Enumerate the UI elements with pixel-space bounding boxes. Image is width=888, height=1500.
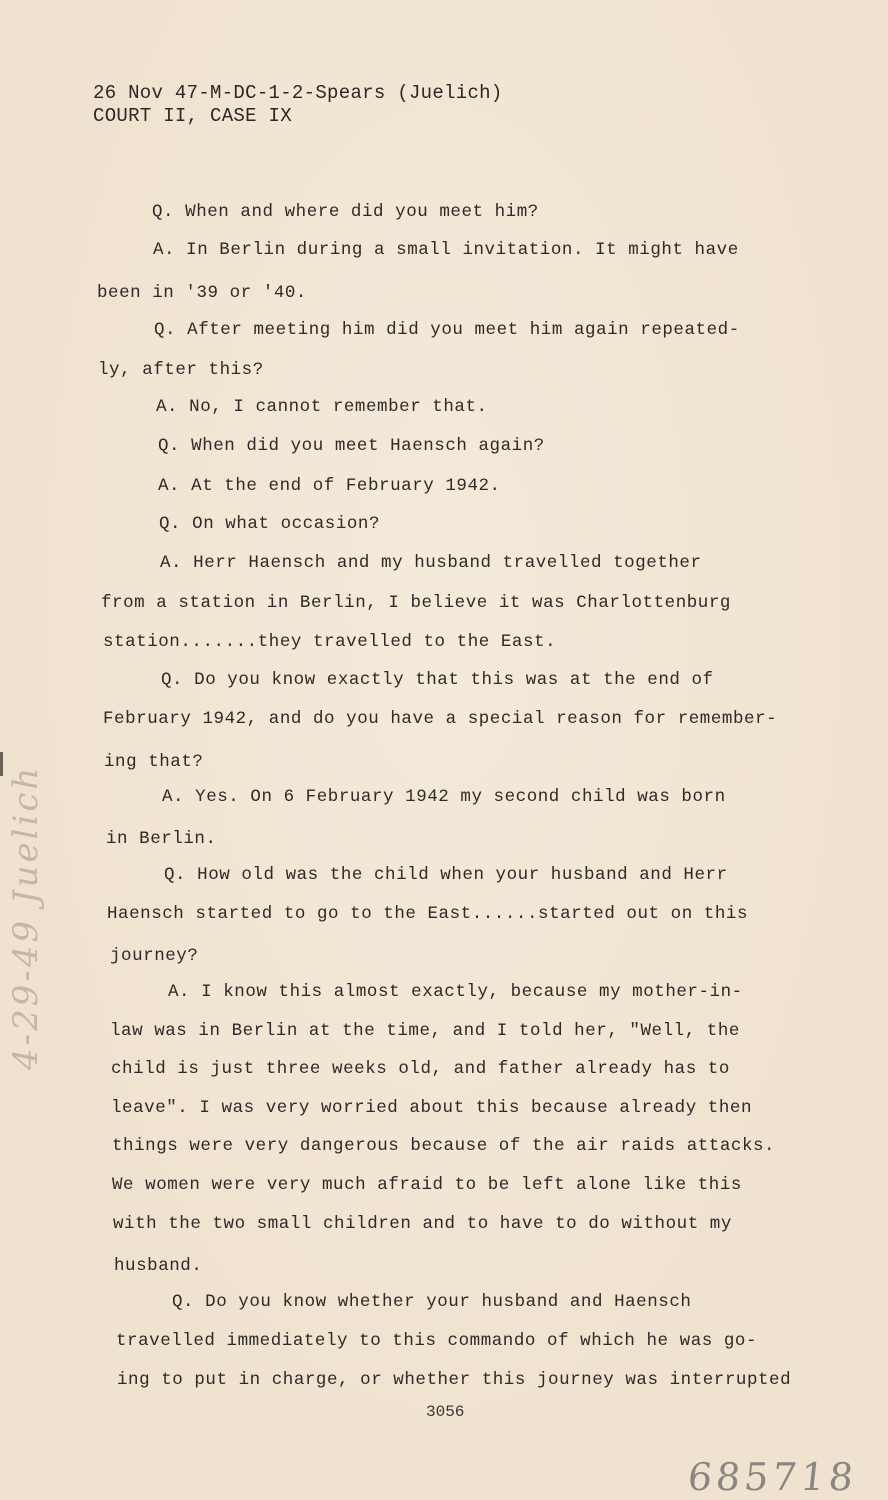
transcript-line: child is just three weeks old, and father already has to (111, 1059, 730, 1079)
edge-mark (0, 752, 3, 776)
transcript-line: been in '39 or '40. (97, 283, 307, 303)
transcript-line: We women were very much afraid to be left alone like this (112, 1175, 742, 1195)
transcript-line: Haensch started to go to the East......started out on this (107, 904, 748, 924)
transcript-line: A. In Berlin during a small invitation. It might have (153, 240, 739, 260)
transcript-line: ing that? (104, 752, 204, 772)
transcript-line: A. No, I cannot remember that. (156, 397, 488, 417)
header-date-line: 26 Nov 47-M-DC-1-2-Spears (Juelich) (93, 82, 503, 104)
transcript-line: ing to put in charge, or whether this journey was interrupted (117, 1370, 792, 1390)
transcript-line: Q. When and where did you meet him? (152, 202, 539, 222)
margin-handwritten-note: 4-29-49 Juelich (6, 764, 46, 1070)
transcript-line: leave". I was very worried about this because already then (111, 1098, 752, 1118)
transcript-line: February 1942, and do you have a special reason for remember- (103, 709, 778, 729)
transcript-line: journey? (110, 946, 199, 966)
transcript-line: A. Yes. On 6 February 1942 my second child was born (162, 787, 726, 807)
transcript-line: law was in Berlin at the time, and I told her, "Well, the (110, 1021, 740, 1041)
transcript-line: A. Herr Haensch and my husband travelled together (160, 553, 702, 573)
transcript-line: Q. Do you know exactly that this was at the end of (161, 670, 714, 690)
document-header (93, 82, 503, 128)
archive-stamp-number: 685718 (685, 1455, 860, 1499)
page-number: 3056 (426, 1403, 465, 1421)
transcript-line: A. At the end of February 1942. (158, 476, 501, 496)
transcript-line: Q. Do you know whether your husband and Haensch (172, 1292, 692, 1312)
transcript-line: ly, after this? (98, 360, 264, 380)
transcript-line: travelled immediately to this commando of which he was go- (116, 1331, 757, 1351)
header-court-line: COURT II, CASE IX (93, 105, 292, 127)
transcript-line: Q. When did you meet Haensch again? (158, 436, 545, 456)
transcript-line: in Berlin. (106, 829, 217, 849)
transcript-line: with the two small children and to have to do without my (113, 1214, 732, 1234)
transcript-line: from a station in Berlin, I believe it was Charlottenburg (101, 593, 731, 613)
transcript-line: things were very dangerous because of the air raids attacks. (112, 1136, 776, 1156)
transcript-line: station.......they travelled to the East. (103, 632, 557, 652)
transcript-line: husband. (114, 1256, 203, 1276)
transcript-line: Q. On what occasion? (159, 514, 381, 534)
transcript-line: Q. How old was the child when your husband and Herr (164, 865, 728, 885)
transcript-line: A. I know this almost exactly, because my mother-in- (168, 982, 743, 1002)
transcript-line: Q. After meeting him did you meet him again repeated- (154, 320, 740, 340)
